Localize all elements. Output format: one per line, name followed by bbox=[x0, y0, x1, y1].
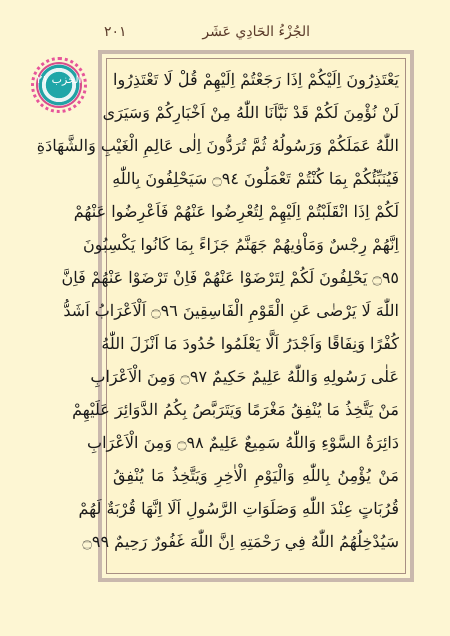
verse-line-15: سَيُدْخِلُهُمُ اللّٰهُ فِي رَحْمَتِهِ اِنَّ اللّٰهَ غَفُورٌ رَحِيمٌ ۝٩٩ bbox=[82, 532, 399, 551]
verse-line-11: مَنْ يَتَّخِذُ مَا يُنْفِقُ مَغْرَمًا وَيَتَرَبَّصُ بِكُمُ الدَّوَائِرَ عَلَيْهِمْ bbox=[72, 400, 399, 419]
verse-line-7: ۝٩٥ يَحْلِفُونَ لَكُمْ لِتَرْضَوْا عَنْهُمْ فَاِنْ تَرْضَوْا عَنْهُمْ فَاِنَّ bbox=[61, 268, 399, 287]
page-header bbox=[100, 22, 400, 48]
verse-line-6: اِنَّهُمْ رِجْسٌ وَمَاْوٰيهُمْ جَهَنَّمُ جَزَاءً بِمَا كَانُوا يَكْسِبُونَ bbox=[83, 235, 399, 254]
hizb-marker-label: الحزب ٢١ bbox=[36, 73, 82, 86]
page-number: ٢٠١ bbox=[104, 24, 127, 40]
juz-title: الجُزْءُ الحَادِي عَشَر bbox=[202, 24, 310, 40]
verse-line-3: اللّٰهُ عَمَلَكُمْ وَرَسُولُهُ ثُمَّ تُرَدُّونَ اِلٰى عَالِمِ الْغَيْبِ وَالشَّهَادَةِ bbox=[36, 136, 399, 155]
verse-line-1: يَعْتَذِرُونَ اِلَيْكُمْ اِذَا رَجَعْتُمْ اِلَيْهِمْ قُلْ لَا تَعْتَذِرُوا bbox=[113, 70, 399, 89]
verse-line-8: اللّٰهَ لَا يَرْضٰى عَنِ الْقَوْمِ الْفَاسِقِينَ ۝٩٦ اَلْاَعْرَابُ اَشَدُّ bbox=[63, 301, 399, 320]
verse-line-14: قُرُبَاتٍ عِنْدَ اللّٰهِ وَصَلَوَاتِ الرَّسُولِ اَلَا اِنَّهَا قُرْبَةٌ لَهُمْ bbox=[78, 499, 399, 518]
verse-line-12: دَائِرَةُ السَّوْءِ وَاللّٰهُ سَمِيعٌ عَلِيمٌ ۝٩٨ وَمِنَ الْاَعْرَابِ bbox=[87, 433, 399, 452]
verse-line-5: لَكُمْ اِذَا انْقَلَبْتُمْ اِلَيْهِمْ لِتُعْرِضُوا عَنْهُمْ فَاَعْرِضُوا عَنْهُمْ bbox=[73, 202, 399, 221]
verse-line-13: مَنْ يُؤْمِنُ بِاللّٰهِ وَالْيَوْمِ الْاٰخِرِ وَيَتَّخِذُ مَا يُنْفِقُ bbox=[113, 466, 399, 485]
verse-line-9: كُفْرًا وَنِفَاقًا وَاَجْدَرُ اَلَّا يَعْلَمُوا حُدُودَ مَا اَنْزَلَ اللّٰهُ bbox=[101, 334, 399, 353]
verse-line-4: فَيُنَبِّئُكُمْ بِمَا كُنْتُمْ تَعْمَلُونَ ۝٩٤ سَيَحْلِفُونَ بِاللّٰهِ bbox=[112, 169, 399, 188]
verse-line-10: عَلٰى رَسُولِهِ وَاللّٰهُ عَلِيمٌ حَكِيمٌ ۝٩٧ وَمِنَ الْاَعْرَابِ bbox=[90, 367, 399, 386]
verse-line-2: لَنْ نُؤْمِنَ لَكُمْ قَدْ نَبَّاَنَا اللّٰهُ مِنْ اَخْبَارِكُمْ وَسَيَرَى bbox=[102, 103, 399, 122]
